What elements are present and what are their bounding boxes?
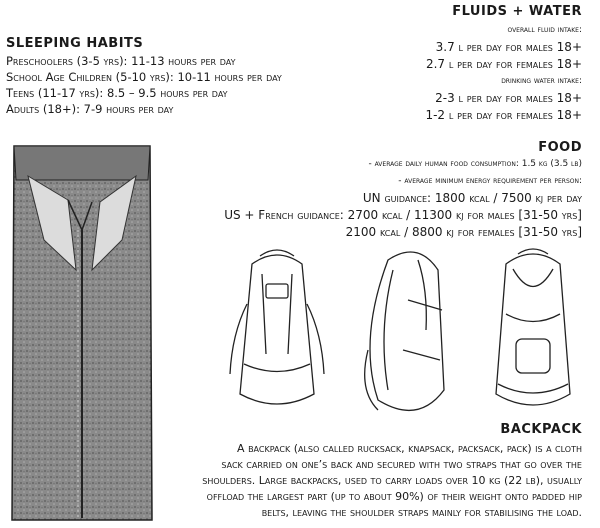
backpack-line-2: sack carried on one’s back and secured with two straps that go over the (221, 458, 582, 471)
sleep-line-adults: Adults (18+): 7-9 hours per day (6, 102, 174, 116)
sleep-line-school-age: School Age Children (5-10 yrs): 10-11 hours per day (6, 70, 282, 84)
food-line-un: UN guidance: 1800 kcal / 7500 kj per day (362, 191, 582, 205)
backpack-back-illustration (478, 244, 588, 424)
sleeping-bag-illustration (8, 140, 158, 525)
food-line-us-females: 2100 kcal / 8800 kj for females [31-50 yrs] (345, 225, 582, 239)
food-line-energy: - average minimum energy requirement per person: (398, 176, 582, 186)
backpack-line-4: offload the largest part (up to about 90%) of their weight onto padded hip (206, 490, 582, 503)
overall-fluid-label: overall fluid intake: (507, 25, 582, 35)
fluids-title: FLUIDS + WATER (452, 4, 582, 19)
sleep-line-teens: Teens (11-17 yrs): 8.5 – 9.5 hours per day (6, 86, 228, 100)
drinking-females: 1-2 l per day for females 18+ (425, 108, 582, 122)
sleeping-habits-title: SLEEPING HABITS (6, 36, 144, 51)
overall-females: 2.7 l per day for females 18+ (425, 57, 582, 71)
backpack-front-illustration (222, 244, 332, 424)
food-line-us-males: US + French guidance: 2700 kcal / 11300 kj for males [31-50 yrs] (224, 208, 582, 222)
overall-males: 3.7 l per day for males 18+ (435, 40, 582, 54)
food-line-consumption: - average daily human food consumption: 1.5 kg (3.5 lb) (368, 159, 582, 169)
food-title: FOOD (538, 140, 582, 155)
sleep-line-preschoolers: Preschoolers (3-5 yrs): 11-13 hours per day (6, 54, 236, 68)
drinking-males: 2-3 l per day for males 18+ (435, 91, 582, 105)
backpack-line-1: A backpack (also called rucksack, knapsack, packsack, pack) is a cloth (237, 442, 582, 455)
backpack-line-3: shoulders. Large backpacks, used to carry loads over 10 kg (22 lb), usually (202, 474, 582, 487)
backpack-title: BACKPACK (500, 422, 582, 437)
backpack-line-5: belts, leaving the shoulder straps mainly for stabilising the load. (261, 506, 582, 519)
drinking-water-label: drinking water intake: (501, 76, 582, 86)
backpack-side-illustration (348, 240, 458, 430)
